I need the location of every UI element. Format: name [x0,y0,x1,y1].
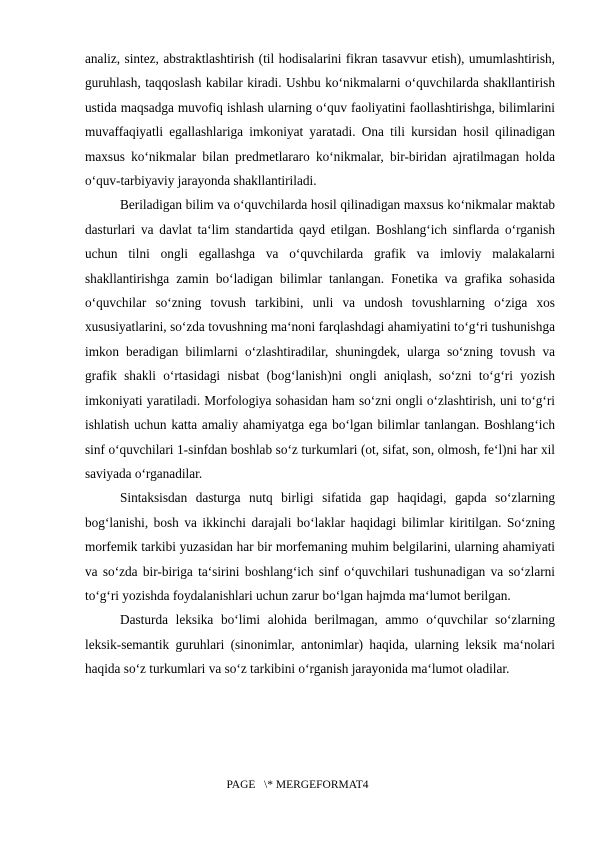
body-text [85,47,555,682]
paragraph-4: Dasturda leksika bo‘limi alohida berilmagan, ammo o‘quvchilar so‘zlarning leksik-semantik guruhlari (sinonimlar, antonimlar) haqida, ularning leksik ma‘nolari haqida so‘z turkumlari va so‘z tarkibini o‘rganish jarayonida ma‘lumot oladilar. [85,612,555,677]
paragraph-1: analiz, sintez, abstraktlashtirish (til hodisalarini fikran tasavvur etish), umumlashtirish, guruhlash, taqqoslash kabilar kiradi. Ushbu ko‘nikmalarni o‘quvchilarda shakllantirish ustida maqsadga muvofiq ishlash ularning o‘quv faoliyatini faollashtirishga, bilimlarini muvaffaqiyatli egallashlariga imkoniyat yaratadi. Ona tili kursidan hosil qilinadigan maxsus ko‘nikmalar bilan predmetlararo ko‘nikmalar, bir-biridan ajratilmagan holda o‘quv-tarbiyaviy jarayonda shakllantiriladi. [85,51,555,189]
page-footer-field: PAGE \* MERGEFORMAT4 [226,779,369,791]
paragraph-2: Beriladigan bilim va o‘quvchilarda hosil qilinadigan maxsus ko‘nikmalar maktab dasturlari va davlat ta‘lim standartida qayd etilgan. Boshlang‘ich sinflarda o‘rganish uchun tilni ongli egallashga va o‘quvchilarda grafik va imloviy malakalarni shakllantirishga zamin bo‘ladigan bilimlar tanlangan. Fonetika va grafika sohasida o‘quvchilar so‘zning tovush tarkibini, unli va undosh tovushlarning o‘ziga xos xususiyatlarini, so‘zda tovushning ma‘noni farqlashdagi ahamiyatini to‘g‘ri tushunishga imkon beradigan bilimlarni o‘zlashtiradilar, shuningdek, ularga so‘zning tovush va grafik shakli o‘rtasidagi nisbat (bog‘lanish)ni ongli aniqlash, so‘zni to‘g‘ri yozish imkoniyati yaratiladi. Morfologiya sohasidan ham so‘zni ongli o‘zlashtirish, uni to‘g‘ri ishlatish uchun katta amaliy ahamiyatga ega bo‘lgan bilimlar tanlangan. Boshlang‘ich sinf o‘quvchilari 1-sinfdan boshlab so‘z turkumlari (ot, sifat, son, olmosh, fe‘l)ni har xil saviyada o‘rganadilar. [85,197,555,481]
paragraph-3: Sintaksisdan dasturga nutq birligi sifatida gap haqidagi, gapda so‘zlarning bog‘lanishi, bosh va ikkinchi darajali bo‘laklar haqidagi bilimlar kiritilgan. So‘zning morfemik tarkibi yuzasidan har bir morfemaning muhim belgilarini, ularning ahamiyati va so‘zda bir-biriga ta‘sirini boshlang‘ich sinf o‘quvchilari tushunadigan va so‘zlarni to‘g‘ri yozishda foydalanishlari uchun zarur bo‘lgan hajmda ma‘lumot berilgan. [85,490,555,603]
